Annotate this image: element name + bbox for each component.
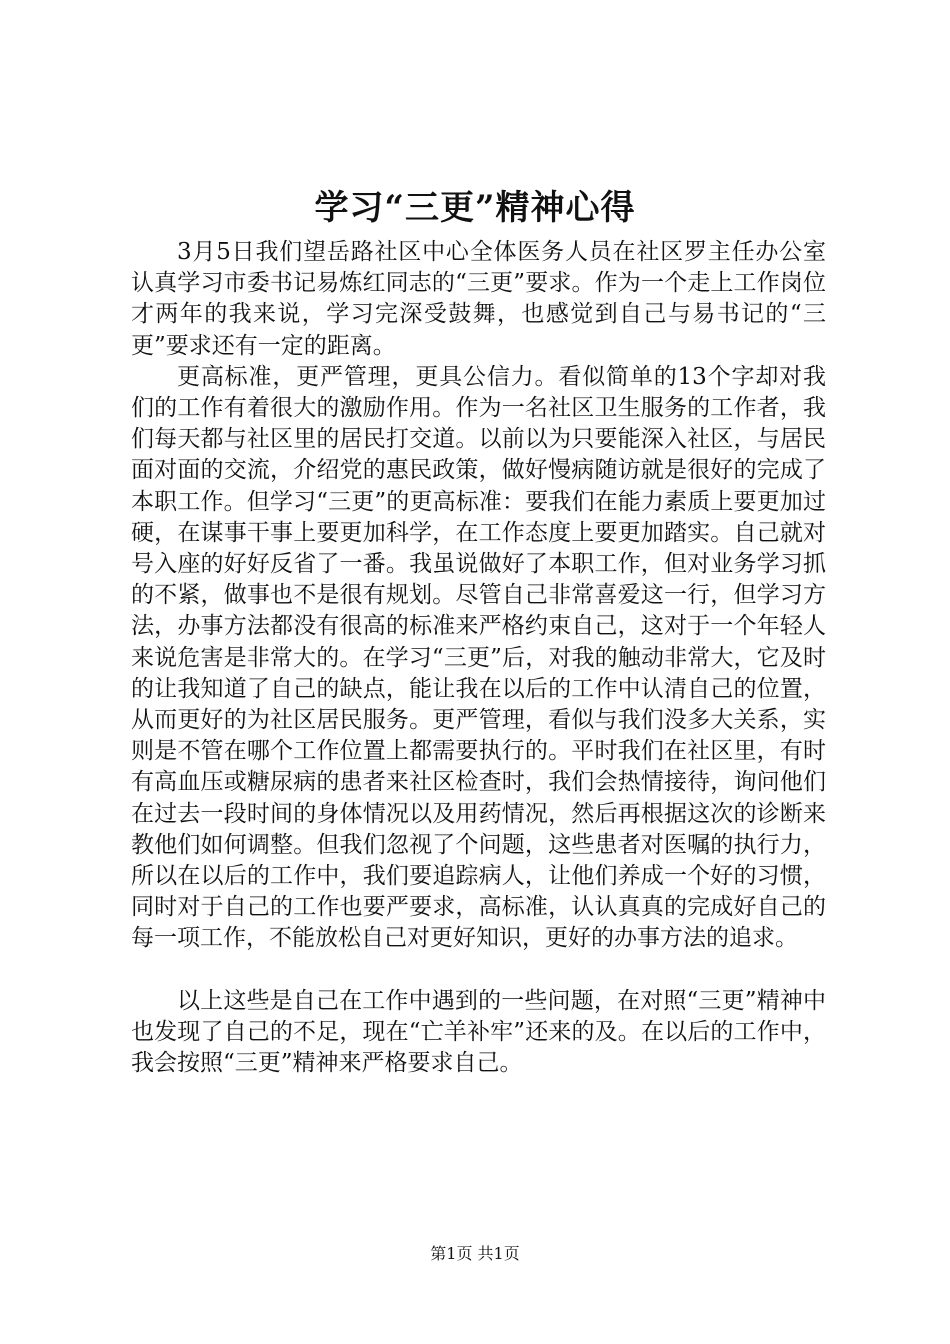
paragraph-2: 更高标准，更严管理，更具公信力。看似简单的13个字却对我们的工作有着很大的激励作用。作为一名社区卫生服务的工作者，我们每天都与社区里的居民打交道。以前以为只要能深入社区，与居民面对面的交流，介绍党的惠民政策，做好慢病随访就是很好的完成了本职工作。但学习“三更”的更高标准：要我们在能力素质上要更加过硬，在谋事干事上要更加科学，在工作态度上要更加踏实。自己就对号入座的好好反省了一番。我虽说做好了本职工作，但对业务学习抓的不紧，做事也不是很有规划。尽管自己非常喜爱这一行，但学习方法，办事方法都没有很高的标准来严格约束自己，这对于一个年轻人来说危害是非常大的。在学习“三更”后，对我的触动非常大，它及时的让我知道了自己的缺点，能让我在以后的工作中认清自己的位置，从而更好的为社区居民服务。更严管理，看似与我们没多大关系，实则是不管在哪个工作位置上都需要执行的。平时我们在社区里，有时有高血压或糖尿病的患者来社区检查时，我们会热情接待，询问他们在过去一段时间的身体情况以及用药情况，然后再根据这次的诊断来教他们如何调整。但我们忽视了个问题，这些患者对医嘱的执行力，所以在以后的工作中，我们要追踪病人，让他们养成一个好的习惯，同时对于自己的工作也要严要求，高标准，认认真真的完成好自己的每一项工作，不能放松自己对更好知识，更好的办事方法的追求。 xyxy=(131,363,826,952)
paragraph-1: 3月5日我们望岳路社区中心全体医务人员在社区罗主任办公室认真学习市委书记易炼红同志的“三更”要求。作为一个走上工作岗位才两年的我来说，学习完深受鼓舞，也感觉到自己与易书记的“三更”要求还有一定的距离。 xyxy=(131,239,826,359)
document-body xyxy=(131,237,826,1079)
paragraph-3: 以上这些是自己在工作中遇到的一些问题，在对照“三更”精神中也发现了自己的不足，现在“亡羊补牢”还来的及。在以后的工作中，我会按照“三更”精神来严格要求自己。 xyxy=(131,987,826,1077)
page-number-footer: 第1页 共1页 xyxy=(430,1244,520,1263)
document-title: 学习“三更”精神心得 xyxy=(314,188,636,228)
